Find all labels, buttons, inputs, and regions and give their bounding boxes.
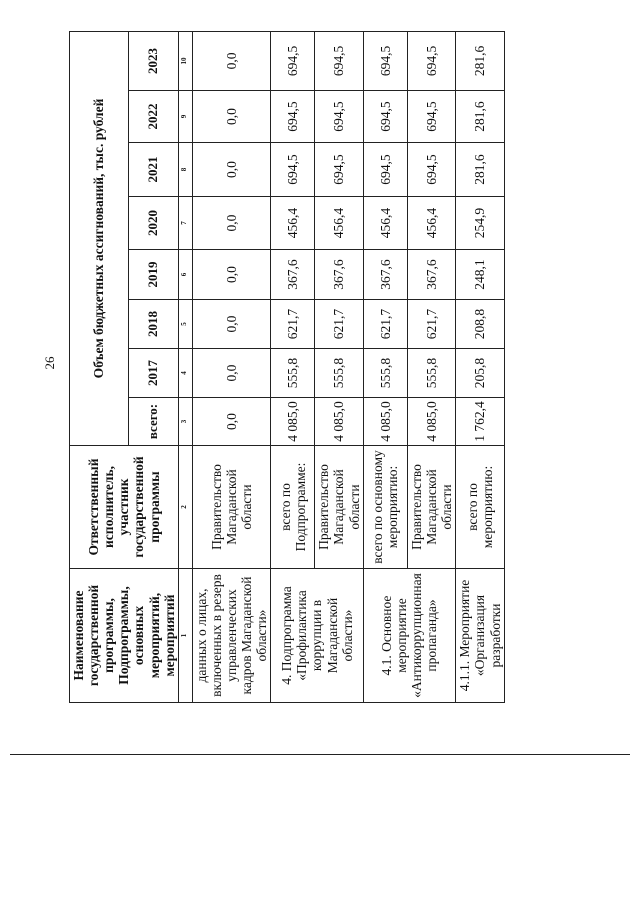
column-number: 2 bbox=[178, 446, 192, 569]
header-year: 2018 bbox=[128, 300, 178, 349]
value-cell: 4 085,0 bbox=[407, 398, 455, 446]
value-cell: 0,0 bbox=[192, 197, 271, 250]
value-cell: 0,0 bbox=[192, 300, 271, 349]
column-number: 4 bbox=[178, 349, 192, 398]
table-row bbox=[192, 31, 271, 702]
value-cell: 456,4 bbox=[407, 197, 455, 250]
row-executor: всего по Подпрограмме: bbox=[271, 446, 315, 569]
horizontal-rule bbox=[10, 754, 630, 755]
row-name: данных о лицах, включенных в резерв управленческих кадров Магаданской области» bbox=[192, 569, 271, 703]
value-cell: 281,6 bbox=[455, 31, 504, 90]
value-cell: 694,5 bbox=[315, 143, 363, 197]
table-row bbox=[363, 31, 407, 702]
value-cell: 555,8 bbox=[271, 349, 315, 398]
budget-table bbox=[69, 31, 505, 703]
value-cell: 555,8 bbox=[407, 349, 455, 398]
header-budget: Объем бюджетных ассигнований, тыс. рублей bbox=[70, 31, 129, 445]
header-year: 2017 bbox=[128, 349, 178, 398]
header-year: 2023 bbox=[128, 31, 178, 90]
value-cell: 694,5 bbox=[315, 31, 363, 90]
header-name: Наименование государственной программы, Подпрограммы, основных мероприятий, мероприятий bbox=[70, 569, 179, 703]
table-row bbox=[455, 31, 504, 702]
value-cell: 694,5 bbox=[363, 31, 407, 90]
column-number: 3 bbox=[178, 398, 192, 446]
value-cell: 694,5 bbox=[271, 31, 315, 90]
value-cell: 456,4 bbox=[315, 197, 363, 250]
value-cell: 4 085,0 bbox=[315, 398, 363, 446]
value-cell: 0,0 bbox=[192, 31, 271, 90]
row-executor: всего по основному мероприятию: bbox=[363, 446, 407, 569]
column-number: 10 bbox=[178, 31, 192, 90]
row-executor: Правительство Магаданской области bbox=[315, 446, 363, 569]
value-cell: 456,4 bbox=[271, 197, 315, 250]
header-year: всего: bbox=[128, 398, 178, 446]
value-cell: 4 085,0 bbox=[363, 398, 407, 446]
row-executor: всего по мероприятию: bbox=[455, 446, 504, 569]
page-number: 26 bbox=[42, 356, 57, 370]
value-cell: 367,6 bbox=[315, 250, 363, 300]
value-cell: 694,5 bbox=[363, 91, 407, 143]
value-cell: 694,5 bbox=[407, 143, 455, 197]
row-executor: Правительство Магаданской области bbox=[407, 446, 455, 569]
value-cell: 208,8 bbox=[455, 300, 504, 349]
header-executor: Ответственный исполнитель, участник государственной программы bbox=[70, 446, 179, 569]
value-cell: 555,8 bbox=[363, 349, 407, 398]
value-cell: 281,6 bbox=[455, 91, 504, 143]
column-number: 1 bbox=[178, 569, 192, 703]
header-year: 2020 bbox=[128, 197, 178, 250]
value-cell: 281,6 bbox=[455, 143, 504, 197]
column-number: 8 bbox=[178, 143, 192, 197]
value-cell: 456,4 bbox=[363, 197, 407, 250]
value-cell: 694,5 bbox=[407, 31, 455, 90]
row-name: 4. Подпрограмма «Профилактика коррупции в Магаданской области» bbox=[271, 569, 363, 703]
value-cell: 621,7 bbox=[271, 300, 315, 349]
row-name: 4.1. Основное мероприятие «Антикоррупционная пропаганда» bbox=[363, 569, 455, 703]
value-cell: 621,7 bbox=[407, 300, 455, 349]
budget-table-container bbox=[69, 32, 503, 703]
value-cell: 0,0 bbox=[192, 398, 271, 446]
value-cell: 694,5 bbox=[271, 91, 315, 143]
value-cell: 621,7 bbox=[315, 300, 363, 349]
row-executor: Правительство Магаданской области bbox=[192, 446, 271, 569]
value-cell: 254,9 bbox=[455, 197, 504, 250]
header-year: 2022 bbox=[128, 91, 178, 143]
value-cell: 367,6 bbox=[407, 250, 455, 300]
column-number: 6 bbox=[178, 250, 192, 300]
value-cell: 1 762,4 bbox=[455, 398, 504, 446]
table-row bbox=[271, 31, 315, 702]
value-cell: 621,7 bbox=[363, 300, 407, 349]
value-cell: 0,0 bbox=[192, 250, 271, 300]
value-cell: 367,6 bbox=[363, 250, 407, 300]
header-row-1 bbox=[70, 31, 129, 702]
column-number: 5 bbox=[178, 300, 192, 349]
header-year: 2021 bbox=[128, 143, 178, 197]
value-cell: 0,0 bbox=[192, 91, 271, 143]
value-cell: 555,8 bbox=[315, 349, 363, 398]
header-row-numbers bbox=[178, 31, 192, 702]
value-cell: 367,6 bbox=[271, 250, 315, 300]
value-cell: 4 085,0 bbox=[271, 398, 315, 446]
value-cell: 694,5 bbox=[271, 143, 315, 197]
column-number: 7 bbox=[178, 197, 192, 250]
value-cell: 0,0 bbox=[192, 143, 271, 197]
value-cell: 694,5 bbox=[363, 143, 407, 197]
value-cell: 694,5 bbox=[407, 91, 455, 143]
column-number: 9 bbox=[178, 91, 192, 143]
value-cell: 248,1 bbox=[455, 250, 504, 300]
value-cell: 694,5 bbox=[315, 91, 363, 143]
value-cell: 0,0 bbox=[192, 349, 271, 398]
header-year: 2019 bbox=[128, 250, 178, 300]
value-cell: 205,8 bbox=[455, 349, 504, 398]
row-name: 4.1.1. Мероприятие «Организация разработки bbox=[455, 569, 504, 703]
